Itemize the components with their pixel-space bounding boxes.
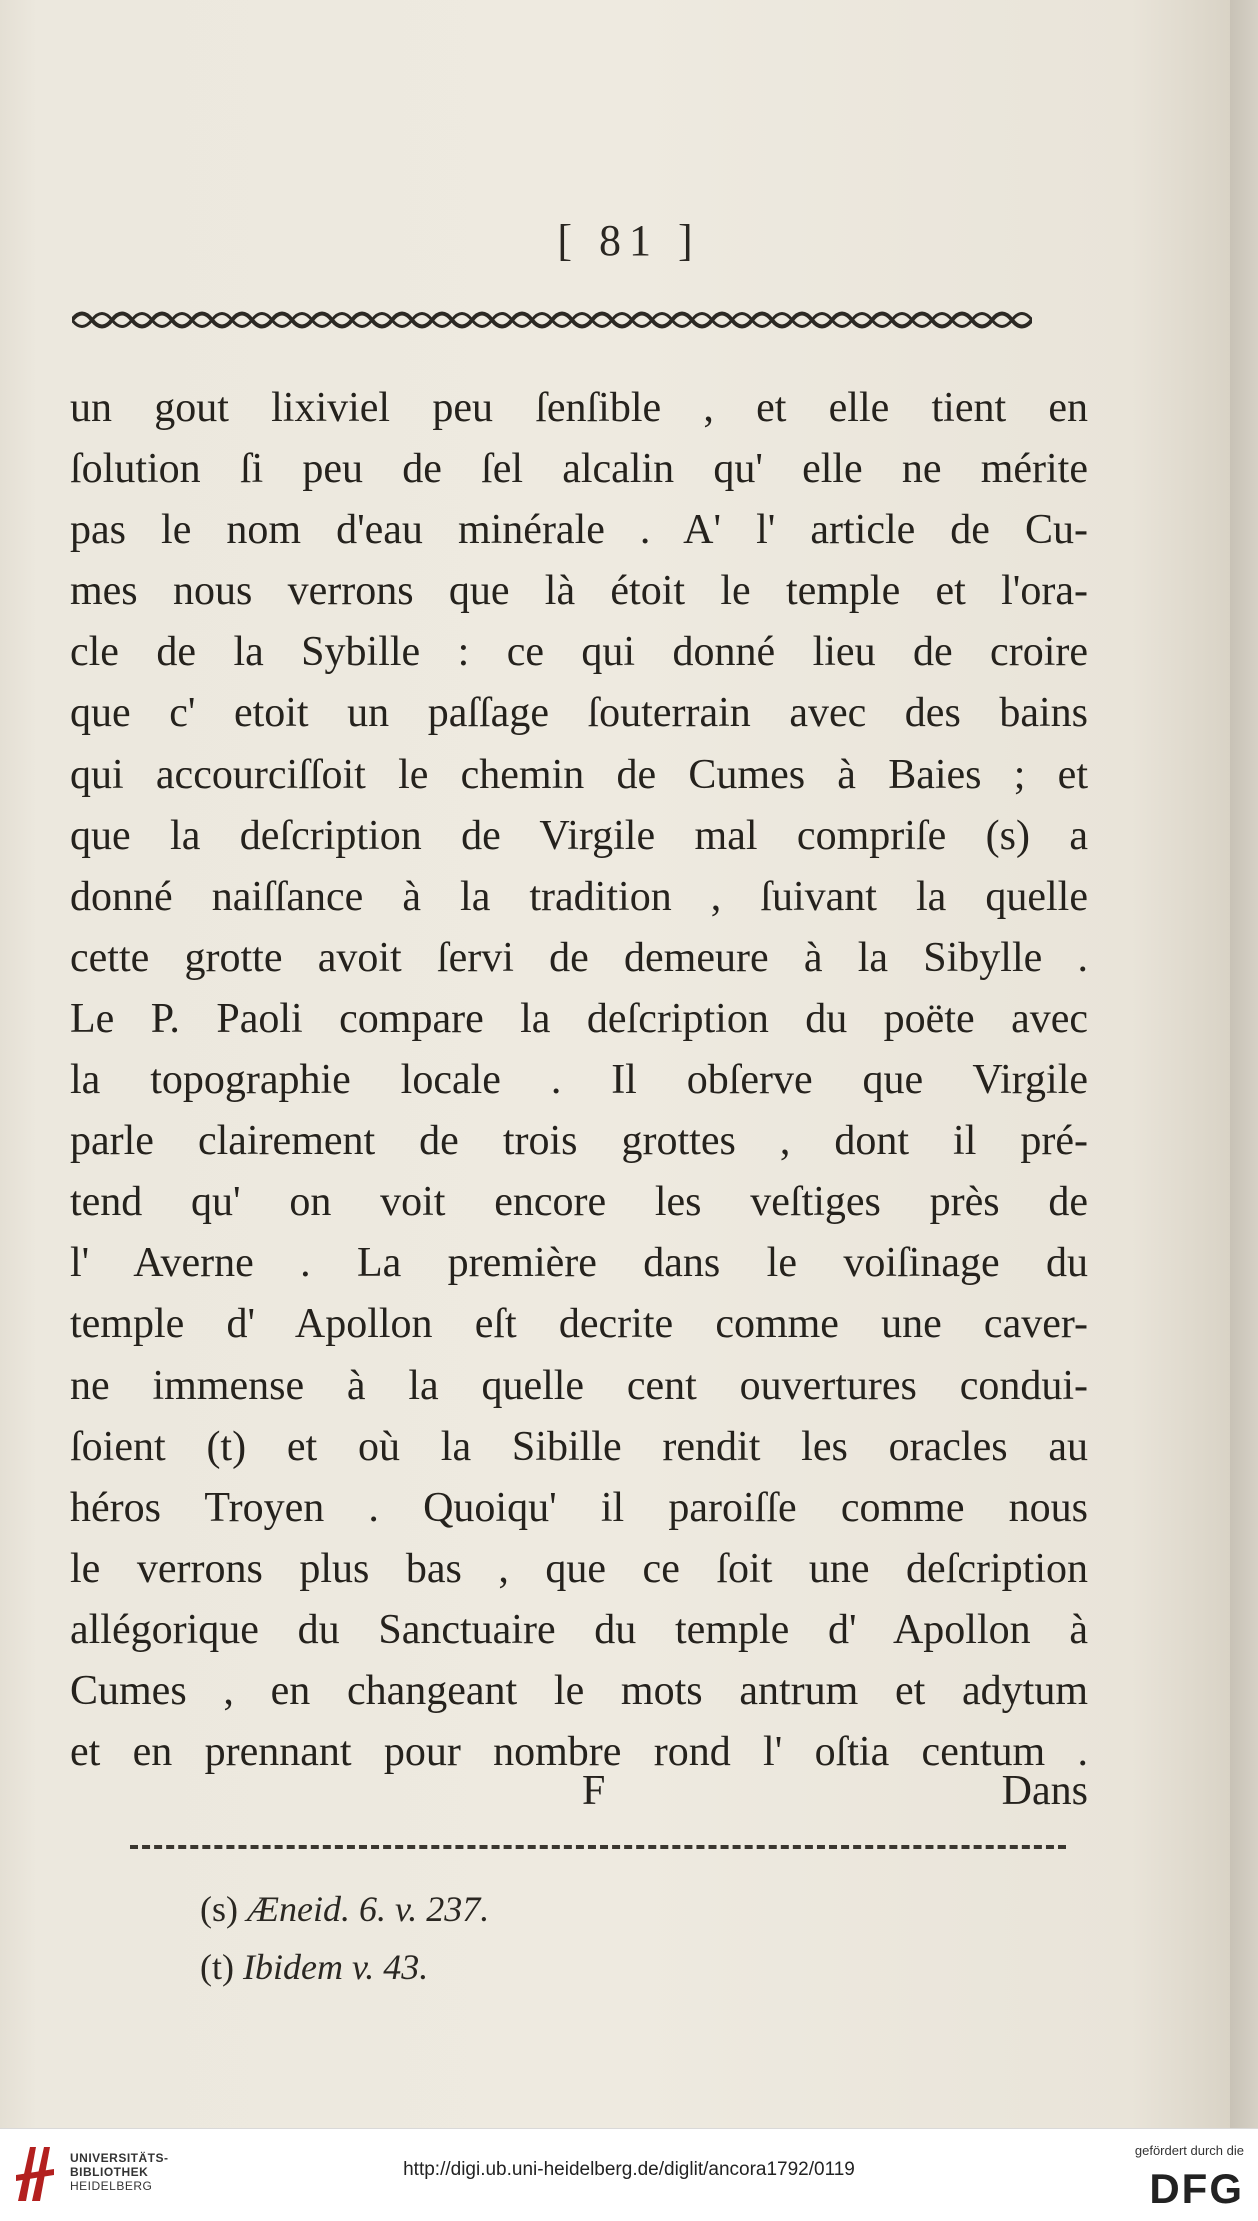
text-line: l' Averne . La première dans le voiſinage du xyxy=(70,1240,1088,1287)
text-line: qui accourciſſoit le chemin de Cumes à Baies ; et xyxy=(70,751,1088,798)
footnote-rule xyxy=(130,1845,1066,1849)
text-line: cle de la Sybille : ce qui donné lieu de croire xyxy=(70,629,1088,676)
text-line: temple d' Apollon eſt decrite comme une caver- xyxy=(70,1301,1088,1348)
catchword: Dans xyxy=(1001,1768,1088,1814)
footnote-s xyxy=(200,1880,489,1938)
text-line: pas le nom d'eau minérale . A' l' article de Cu- xyxy=(70,507,1088,554)
dfg-logo: DFG xyxy=(1149,2165,1244,2212)
footnotes xyxy=(200,1880,489,1996)
footnote-text: Æneid. 6. v. 237. xyxy=(247,1889,490,1929)
footnote-mark: (t) xyxy=(200,1947,234,1987)
text-line: le verrons plus bas , que ce ſoit une deſcription xyxy=(70,1545,1088,1592)
text-line: que c' etoit un paſſage ſouterrain avec des bains xyxy=(70,690,1088,737)
signature-mark: F xyxy=(582,1768,606,1814)
library-logo-text: UNIVERSITÄTS- BIBLIOTHEK HEIDELBERG xyxy=(70,2151,169,2193)
text-line: allégorique du Sanctuaire du temple d' Apollon à xyxy=(70,1606,1088,1653)
text-line: et en prennant pour nombre rond l' oſtia centum . xyxy=(70,1729,1088,1776)
dfg-caption: gefördert durch die xyxy=(1134,2143,1244,2158)
text-line: donné naiſſance à la tradition , ſuivant la quelle xyxy=(70,873,1088,920)
page-number: [ 81 ] xyxy=(557,216,701,265)
source-url-link[interactable]: http://digi.ub.uni-heidelberg.de/diglit/ancora1792/0119 xyxy=(403,2159,855,2180)
text-line: tend qu' on voit encore les veſtiges près de xyxy=(70,1179,1088,1226)
page-edge xyxy=(1230,0,1258,2128)
text-line: ſolution ſi peu de ſel alcalin qu' elle ne mérite xyxy=(70,446,1088,493)
text-line: un gout lixiviel peu ſenſible , et elle tient en xyxy=(70,385,1088,431)
footnote-mark: (s) xyxy=(200,1889,238,1929)
text-line: Cumes , en changeant le mots antrum et adytum xyxy=(70,1667,1088,1714)
text-line: héros Troyen . Quoiqu' il paroiſſe comme nous xyxy=(70,1484,1088,1531)
text-line: ne immense à la quelle cent ouvertures condui- xyxy=(70,1362,1088,1409)
text-line: la topographie locale . Il obſerve que Virgile xyxy=(70,1057,1088,1104)
text-line: Le P. Paoli compare la deſcription du poëte avec xyxy=(70,995,1088,1042)
ornamental-border xyxy=(72,305,1032,335)
text-line: mes nous verrons que là étoit le temple et l'ora- xyxy=(70,568,1088,615)
footer-bar xyxy=(0,2128,1258,2221)
text-line: parle clairement de trois grottes , dont il pré- xyxy=(70,1118,1088,1165)
body-text xyxy=(70,378,1088,1783)
text-line: ſoient (t) et où la Sibille rendit les oracles au xyxy=(70,1423,1088,1470)
text-line: que la deſcription de Virgile mal compriſe (s) a xyxy=(70,812,1088,859)
signature-catchword-line xyxy=(70,1767,1088,1827)
footnote-text: Ibidem v. 43. xyxy=(242,1947,429,1987)
text-line: cette grotte avoit ſervi de demeure à la Sibylle . xyxy=(70,934,1088,981)
footnote-t xyxy=(200,1938,489,1996)
